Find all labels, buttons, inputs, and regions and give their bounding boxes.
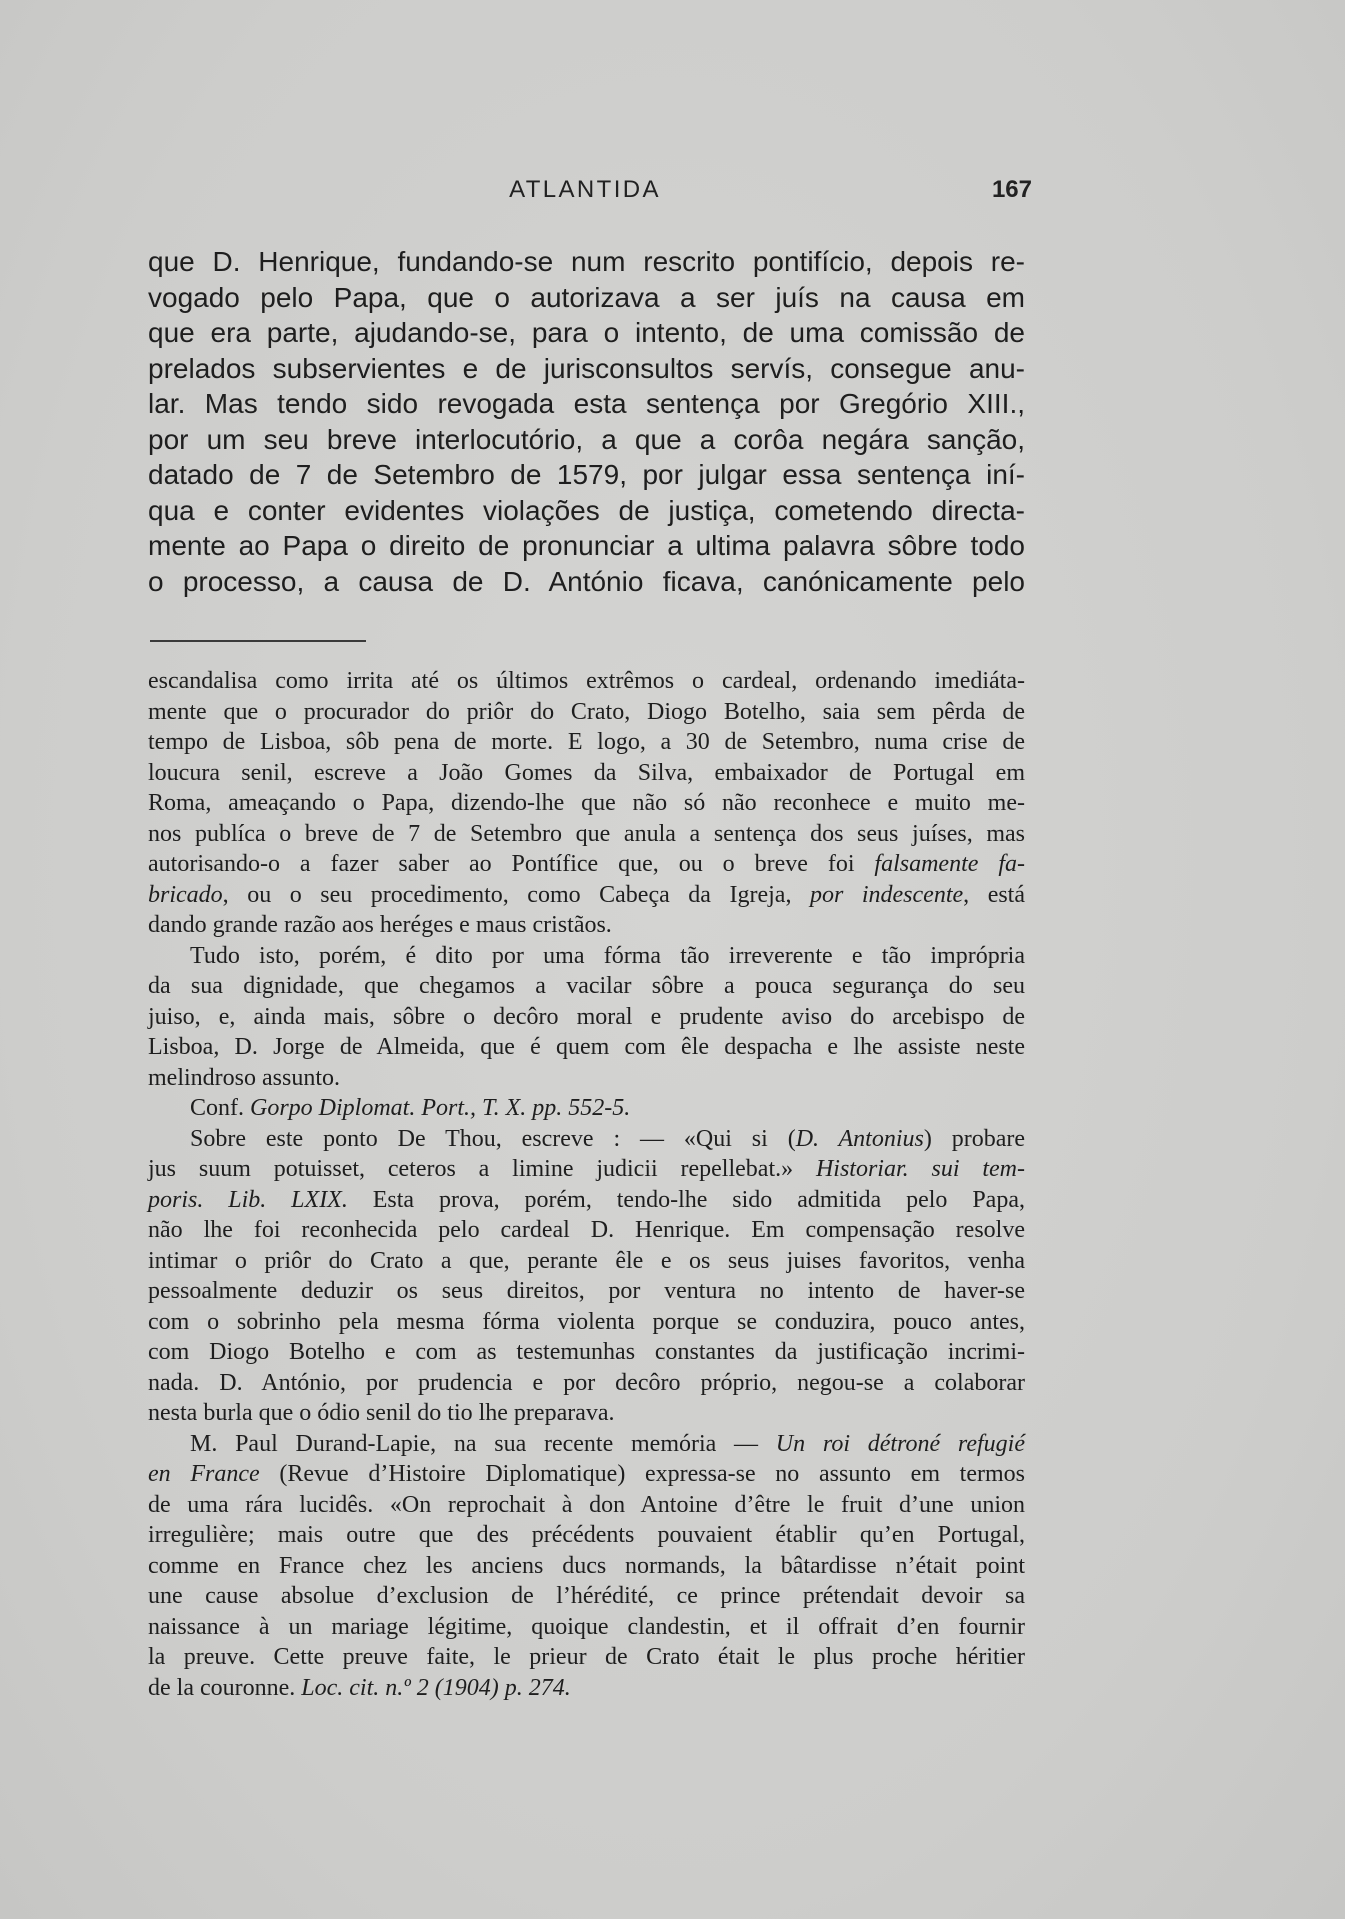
body-line: que era parte, ajudando-se, para o intento, de uma comissão de — [148, 317, 1025, 348]
footnote-line: nesta burla que o ódio senil do tio lhe preparava. — [148, 1400, 615, 1426]
footnote-line: da sua dignidade, que chegamos a vacilar sôbre a pouca segurança do seu — [148, 973, 1025, 999]
footnote-line: dando grande razão aos heréges e maus cristãos. — [148, 912, 612, 938]
footnote-line: pessoalmente deduzir os seus direitos, por ventura no intento de haver-se — [148, 1278, 1025, 1304]
footnote-line — [148, 1459, 1025, 1490]
running-head-title: ATLANTIDA — [509, 176, 661, 203]
text-segment: de la couronne. — [148, 1674, 302, 1701]
italic-text: Loc. cit. n.º 2 (1904) p. 274. — [301, 1674, 571, 1701]
footnote-rule — [150, 640, 366, 642]
italic-text: por indescente — [809, 881, 964, 908]
footnote-line: loucura senil, escreve a João Gomes da Silva, embaixador de Portugal em — [148, 759, 1025, 786]
footnote-line — [148, 1185, 1025, 1216]
footnote-line — [148, 1093, 1025, 1124]
text-segment: Conf. — [190, 1095, 250, 1121]
footnote-line: nos publíca o breve de 7 de Setembro que anula a sentença dos seus juíses, mas — [148, 820, 1025, 847]
italic-text: poris. Lib. LXIX. — [148, 1186, 348, 1213]
text-segment: (Revue d’Histoire Diplomatique) expressa-se no assunto em termos — [259, 1461, 1025, 1487]
footnote-line: mente que o procurador do priôr do Crato, Diogo Botelho, saia sem pêrda de — [148, 698, 1025, 725]
footnote-line: naissance à un mariage légitime, quoique clandestin, et il offrait d’en fournir — [148, 1613, 1025, 1640]
italic-text: en France — [148, 1461, 260, 1487]
footnote-line: Roma, ameaçando o Papa, dizendo-lhe que não só não reconhece e muito me- — [148, 790, 1025, 816]
italic-text: Historiar. sui tem- — [815, 1156, 1025, 1182]
footnote-line: intimar o priôr do Crato a que, perante êle e os seus juises favoritos, venha — [148, 1247, 1025, 1274]
footnote-line: la preuve. Cette preuve faite, le prieur de Crato était le plus proche héritier — [148, 1644, 1025, 1670]
body-line: qua e conter evidentes violações de justiça, cometendo directa- — [148, 494, 1025, 526]
footnote-line: não lhe foi reconhecida pelo cardeal D. Henrique. Em compensação resolve — [148, 1217, 1025, 1243]
footnote-text — [148, 666, 1025, 1703]
page-number: 167 — [991, 176, 1032, 203]
italic-text: Un roi détroné refugié — [775, 1430, 1025, 1457]
text-segment: Sobre este ponto De Thou, escreve : — «Qui si ( — [190, 1125, 796, 1152]
footnote-line: nada. D. António, por prudencia e por decôro próprio, negou-se a colaborar — [148, 1369, 1025, 1396]
footnote-line: Lisboa, D. Jorge de Almeida, que é quem com êle despacha e lhe assiste neste — [148, 1034, 1025, 1060]
footnote-line: com o sobrinho pela mesma fórma violenta porque se conduzira, pouco antes, — [148, 1308, 1025, 1335]
italic-text: Gorpo Diplomat. Port., T. X. pp. 552-5. — [250, 1095, 631, 1121]
footnote-line: escandalisa como irrita até os últimos extrêmos o cardeal, ordenando imediáta- — [148, 668, 1025, 694]
text-segment: Esta prova, porém, tendo-lhe sido admitida pelo Papa, — [347, 1186, 1025, 1213]
body-line: que D. Henrique, fundando-se num rescrito pontifício, depois re- — [148, 246, 1025, 277]
italic-text: bricado — [148, 881, 223, 908]
footnote-line: de uma rára lucidês. «On reprochait à don Antoine d’être le fruit d’une union — [148, 1491, 1025, 1518]
body-line: por um seu breve interlocutório, a que a corôa negára sanção, — [148, 423, 1025, 455]
text-segment: M. Paul Durand-Lapie, na sua recente memória — — [190, 1430, 776, 1457]
footnote-line: comme en France chez les anciens ducs normands, la bâtardisse n’était point — [148, 1552, 1025, 1579]
footnote-line — [148, 1673, 1025, 1704]
body-line: mente ao Papa o direito de pronunciar a ultima palavra sôbre todo — [148, 530, 1025, 561]
italic-text: D. Antonius — [795, 1125, 924, 1152]
footnote-line: une cause absolue d’exclusion de l’hérédité, ce prince prétendait devoir sa — [148, 1583, 1025, 1609]
footnote-line: com Diogo Botelho e com as testemunhas constantes da justificação incrimi- — [148, 1339, 1025, 1365]
footnote-line — [148, 1429, 1025, 1460]
text-segment: ) probare — [923, 1125, 1025, 1152]
footnote-line — [148, 849, 1025, 880]
body-line: vogado pelo Papa, que o autorizava a ser juís na causa em — [148, 281, 1025, 313]
text-segment: , está — [963, 881, 1026, 908]
footnote-line — [148, 1154, 1025, 1185]
footnote-line — [148, 880, 1025, 911]
body-text — [148, 244, 1025, 599]
text-segment: , ou o seu procedimento, como Cabeça da Igreja, — [222, 881, 810, 908]
italic-text: falsamente fa- — [874, 851, 1025, 877]
footnote-line — [148, 1124, 1025, 1155]
body-line: prelados subservientes e de jurisconsultos servís, consegue anu- — [148, 352, 1025, 384]
footnote-line: tempo de Lisboa, sôb pena de morte. E logo, a 30 de Setembro, numa crise de — [148, 729, 1025, 755]
footnote-line: melindroso assunto. — [148, 1064, 340, 1091]
text-segment: jus suum potuisset, ceteros a limine judicii repellebat.» — [148, 1156, 816, 1182]
body-line: lar. Mas tendo sido revogada esta sentença por Gregório XIII., — [148, 388, 1025, 419]
body-line: o processo, a causa de D. António ficava, canónicamente pelo — [148, 565, 1025, 597]
footnote-line: Tudo isto, porém, é dito por uma fórma tão irreverente e tão imprópria — [190, 942, 1025, 969]
body-line: datado de 7 de Setembro de 1579, por julgar essa sentença iní- — [148, 459, 1025, 490]
footnote-line: juiso, e, ainda mais, sôbre o decôro moral e prudente aviso do arcebispo de — [148, 1003, 1025, 1030]
text-segment: autorisando-o a fazer saber ao Pontífice que, ou o breve foi — [148, 851, 875, 877]
footnote-line: irregulière; mais outre que des précédents pouvaient établir qu’en Portugal, — [148, 1522, 1025, 1548]
